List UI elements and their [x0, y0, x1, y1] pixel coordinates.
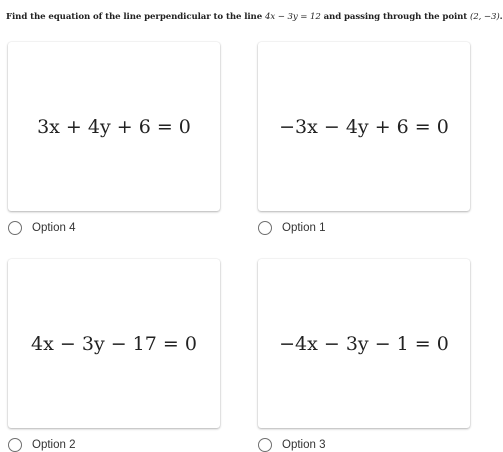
- option-equation: −3x − 4y + 6 = 0: [279, 115, 449, 138]
- option-card-2[interactable]: [8, 259, 220, 428]
- question-text: [6, 12, 503, 22]
- question-prefix: Find the equation of the line perpendicular to the line: [6, 12, 265, 22]
- option-equation: −4x − 3y − 1 = 0: [279, 332, 449, 355]
- radio-button-icon[interactable]: [258, 221, 272, 235]
- question-point: (2, −3): [470, 12, 500, 22]
- option-radio-4[interactable]: [8, 221, 75, 235]
- option-radio-2[interactable]: [8, 438, 75, 452]
- option-radio-1[interactable]: [258, 221, 325, 235]
- question-suffix: .: [499, 12, 503, 22]
- question-line-equation: 4x − 3y = 12: [264, 12, 321, 22]
- radio-button-icon[interactable]: [258, 438, 272, 452]
- option-label: Option 4: [32, 222, 76, 234]
- option-label: Option 2: [32, 439, 76, 451]
- option-equation: 4x − 3y − 17 = 0: [31, 332, 197, 355]
- option-card-1[interactable]: [258, 42, 470, 211]
- option-card-3[interactable]: [258, 259, 470, 428]
- radio-button-icon[interactable]: [8, 438, 22, 452]
- option-label: Option 1: [282, 222, 326, 234]
- option-card-4[interactable]: [8, 42, 220, 211]
- option-radio-3[interactable]: [258, 438, 325, 452]
- question-middle: and passing through the point: [320, 12, 471, 22]
- radio-button-icon[interactable]: [8, 221, 22, 235]
- option-equation: 3x + 4y + 6 = 0: [37, 115, 191, 138]
- option-label: Option 3: [282, 439, 326, 451]
